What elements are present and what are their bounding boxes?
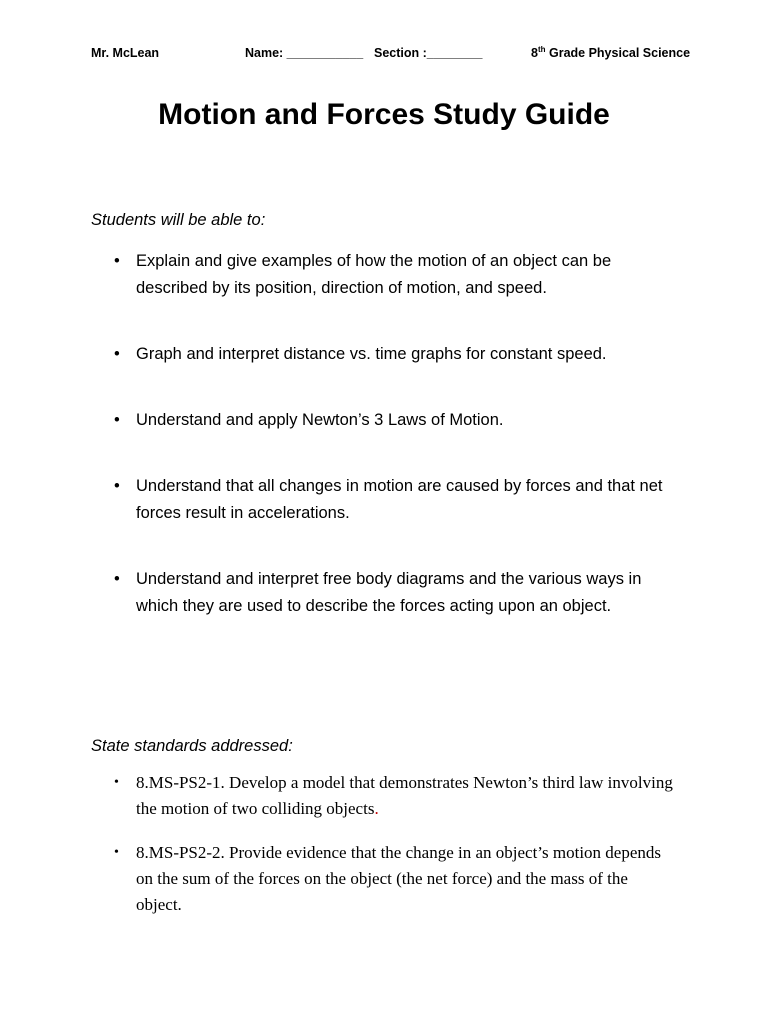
bullet-icon: • [114,477,120,495]
standard-text: 8.MS-PS2-2. Provide evidence that the change in an object’s motion depends on the sum of the forces on the object (the net force) and the mass of the object. [136,843,662,914]
objective-text: Explain and give examples of how the motion of an object can be described by its position, direction of motion, and speed. [136,252,612,297]
bullet-icon: • [114,845,119,860]
objectives-heading: Students will be able to: [91,211,266,229]
page-title: Motion and Forces Study Guide [158,98,610,131]
objectives-list [114,248,684,620]
standard-item [114,770,674,822]
student-name-field: Name: ___________ [245,46,364,60]
standards-heading: State standards addressed: [91,737,293,755]
course-name: Grade Physical Science [545,46,691,60]
grade-number: 8 [531,46,538,60]
grade-suffix: th [537,44,546,54]
bullet-icon: • [114,252,120,270]
objective-item [114,407,684,434]
objective-item [114,341,684,368]
objective-item [114,473,684,527]
objective-text: Understand that all changes in motion are caused by forces and that net forces result in accelerations. [136,477,663,522]
objective-item [114,248,684,302]
section-field: Section :________ [374,46,483,60]
standard-item [114,840,674,918]
teacher-name: Mr. McLean [91,46,160,60]
bullet-icon: • [114,411,120,429]
objective-text: Graph and interpret distance vs. time graphs for constant speed. [136,345,607,363]
standard-end-mark: . [374,799,379,818]
objective-text: Understand and apply Newton’s 3 Laws of Motion. [136,411,504,429]
bullet-icon: • [114,775,119,790]
bullet-icon: • [114,345,120,363]
bullet-icon: • [114,570,120,588]
objective-item [114,566,684,620]
standard-text: 8.MS-PS2-1. Develop a model that demonstrates Newton’s third law involving the motion of two colliding objects [136,773,673,818]
course-label [531,46,690,60]
standards-list [114,770,674,918]
objective-text: Understand and interpret free body diagrams and the various ways in which they are used to describe the forces acting upon an object. [136,570,642,615]
